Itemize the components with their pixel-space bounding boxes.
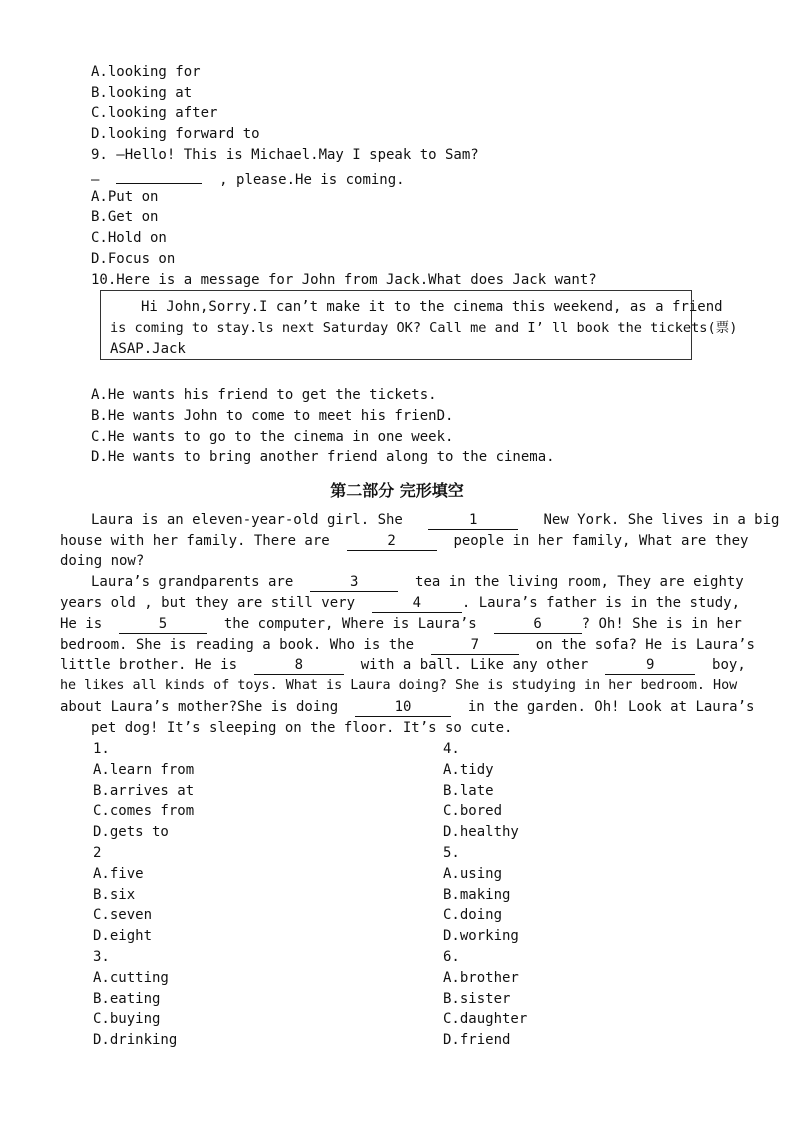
passage-text: on the sofa? He is Laura’s [535,637,755,653]
cloze-option: A.tidy [443,761,494,778]
passage-line-11: pet dog! It’s sleeping on the floor. It’s so cute. [91,720,513,736]
passage-line-6 [60,614,742,634]
blank-9: 9 [605,657,695,675]
q8-option-d: D.looking forward to [91,126,260,142]
passage-text: tea in the living room, They are eighty [415,574,744,590]
cloze-option: D.working [443,928,519,945]
passage-line-2 [60,531,748,551]
passage-line-5 [60,593,740,613]
cloze-option: C.seven [93,907,153,924]
cloze-left-column [93,739,194,1051]
passage-line-7 [60,635,755,655]
passage-text: little brother. He is [60,657,238,673]
blank-6: 6 [494,616,582,634]
passage-text: about Laura’s mother?She is doing [60,699,339,715]
message-line-1: Hi John,Sorry.I can’t make it to the cinema this weekend, as a friend [141,299,723,315]
q8-option-b: B.looking at [91,85,193,101]
q9-option-a: A.Put on [91,189,159,205]
cloze-option: D.friend [443,1032,511,1049]
cloze-option: A.learn from [93,761,195,778]
message-line-2: is coming to stay.ls next Saturday OK? Call me and I’ ll book the tickets(票) [110,320,738,336]
blank-4: 4 [372,595,462,613]
q9-option-c: C.Hold on [91,230,167,246]
passage-text: in the garden. Oh! Look at Laura’s [467,699,755,715]
cloze-option: B.six [93,886,136,903]
cloze-option: C.daughter [443,1011,528,1028]
q8-option-a: A.looking for [91,64,201,80]
blank-10: 10 [355,699,451,717]
passage-line-8 [60,655,746,675]
q10-option-d: D.He wants to bring another friend along to the cinema. [91,449,555,465]
cloze-option: B.sister [443,990,511,1007]
cloze-option: A.brother [443,969,519,986]
blank-7: 7 [431,637,519,655]
passage-text: house with her family. There are [60,533,330,549]
cloze-number: 6. [443,948,460,965]
passage-text: years old , but they are still very [60,595,356,611]
message-box [100,290,738,360]
passage-line-1 [91,510,779,530]
section-title: 第二部分 完形填空 [330,481,464,500]
cloze-option: A.cutting [93,969,169,986]
q10-stem: 10.Here is a message for John from Jack.What does Jack want? [91,272,597,288]
passage-text: boy, [712,657,746,673]
q9-answer-blank [116,166,202,184]
cloze-option: D.eight [93,928,153,945]
blank-8: 8 [254,657,344,675]
q9-stem: 9. —Hello! This is Michael.May I speak to Sam? [91,147,479,163]
cloze-option: D.drinking [93,1032,178,1049]
passage-text: people in her family, What are they [453,533,749,549]
passage-line-3: doing now? [60,553,145,569]
q9-option-b: B.Get on [91,209,159,225]
passage-text: Laura’s grandparents are [91,574,294,590]
passage-text: New York. She lives in a big [543,512,780,528]
cloze-number: 4. [443,741,460,757]
cloze-option: B.arrives at [93,782,195,799]
cloze-option: B.late [443,782,494,799]
cloze-option: C.doing [443,907,503,924]
cloze-number: 3. [93,948,110,965]
passage-text: He is [60,616,103,632]
cloze-number: 2 [93,844,102,861]
q9-option-d: D.Focus on [91,251,176,267]
cloze-option: A.five [93,865,144,882]
cloze-option: B.making [443,886,511,903]
cloze-option: C.comes from [93,803,195,820]
passage-text: Laura is an eleven-year-old girl. She [91,512,403,528]
cloze-option: B.eating [93,990,161,1007]
q10-option-a: A.He wants his friend to get the tickets. [91,387,437,403]
blank-1: 1 [428,512,518,530]
cloze-option: C.buying [93,1011,161,1028]
message-line-3: ASAP.Jack [110,341,186,357]
q8-option-c: C.looking after [91,105,218,121]
blank-3: 3 [310,574,398,592]
cloze-option: D.healthy [443,824,519,841]
blank-5: 5 [119,616,207,634]
q9-dash: — [91,172,100,188]
cloze-right-column [443,739,527,1051]
cloze-option: A.using [443,865,503,882]
passage-line-9: he likes all kinds of toys. What is Laura doing? She is studying in her bedroom. How [60,678,738,693]
cloze-number: 5. [443,844,460,861]
cloze-number: 1. [93,741,110,757]
passage-text: bedroom. She is reading a book. Who is the [60,637,415,653]
cloze-option: D.gets to [93,824,169,841]
passage-text: . Laura’s father is in the study, [461,595,741,611]
passage-text: with a ball. Like any other [360,657,589,673]
passage-line-4 [91,572,744,592]
q9-reply-suffix: , please.He is coming. [219,172,405,188]
passage-text: the computer, Where is Laura’s [223,616,477,632]
passage-line-10 [60,697,754,717]
passage-text: ? Oh! She is in her [581,616,742,632]
blank-2: 2 [347,533,437,551]
cloze-option: C.bored [443,803,503,820]
q10-option-c: C.He wants to go to the cinema in one week. [91,429,454,445]
q10-option-b: B.He wants John to come to meet his frienD. [91,408,454,424]
